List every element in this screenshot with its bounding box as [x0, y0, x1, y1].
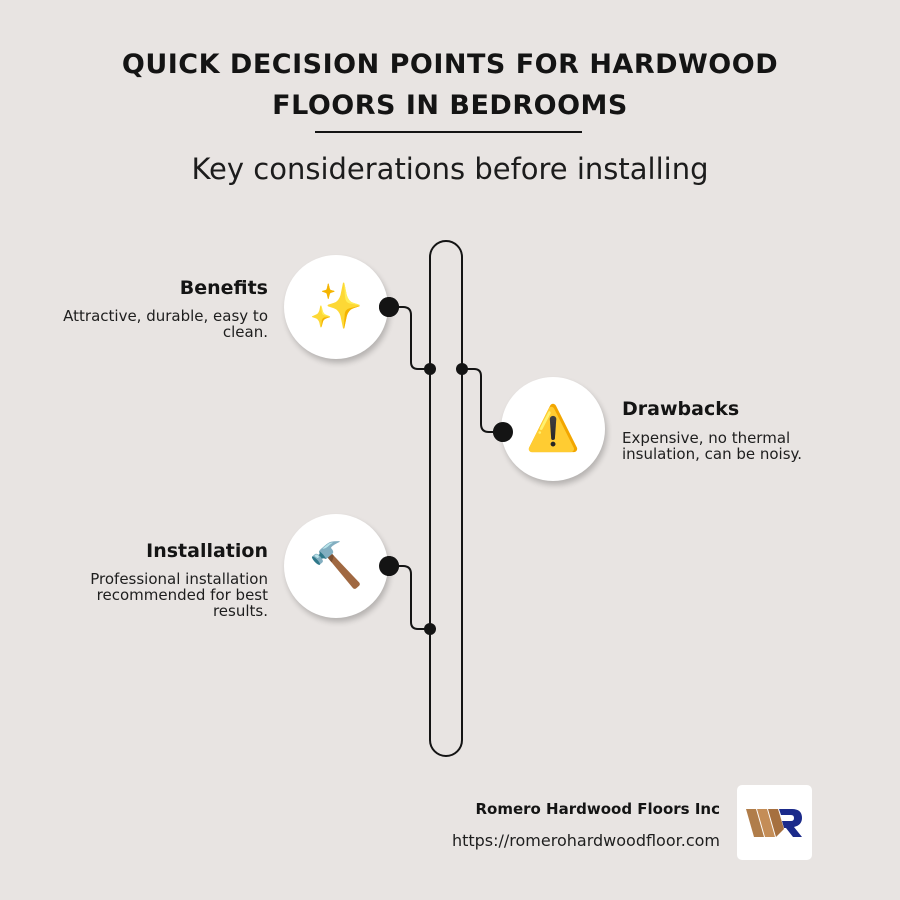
- connector-dot: [456, 363, 468, 375]
- page-subtitle: Key considerations before installing: [191, 152, 709, 186]
- connector-drawbacks: [462, 369, 503, 432]
- item-description: Expensive, no thermal insulation, can be noisy.: [622, 429, 803, 463]
- item-description: Professional installation recommended for best results.: [90, 570, 268, 620]
- item-title: Benefits: [179, 277, 268, 299]
- benefits-icon-badge: [284, 255, 388, 359]
- company-logo: [737, 785, 812, 860]
- installation-icon-badge: [284, 514, 388, 618]
- drawbacks-icon-badge: [501, 377, 605, 481]
- logo-mark: [746, 805, 804, 841]
- item-title: Drawbacks: [622, 398, 740, 420]
- title-line-2: FLOORS IN BEDROOMS: [272, 90, 628, 121]
- connector-dot: [424, 363, 436, 375]
- sparkles-icon: ✨: [308, 281, 364, 332]
- title-line-1: QUICK DECISION POINTS FOR HARDWOOD: [121, 49, 779, 80]
- hammer-icon: 🔨: [308, 540, 364, 591]
- connector-installation: [389, 566, 430, 629]
- connector-dot: [424, 623, 436, 635]
- company-url[interactable]: https://romerohardwoodfloor.com: [451, 831, 720, 850]
- warning-icon: ⚠️: [525, 403, 581, 454]
- company-name: Romero Hardwood Floors Inc: [475, 800, 720, 818]
- vertical-track: [430, 241, 462, 756]
- item-description: Attractive, durable, easy to clean.: [63, 307, 268, 341]
- connector-benefits: [389, 307, 430, 369]
- item-title: Installation: [146, 540, 268, 562]
